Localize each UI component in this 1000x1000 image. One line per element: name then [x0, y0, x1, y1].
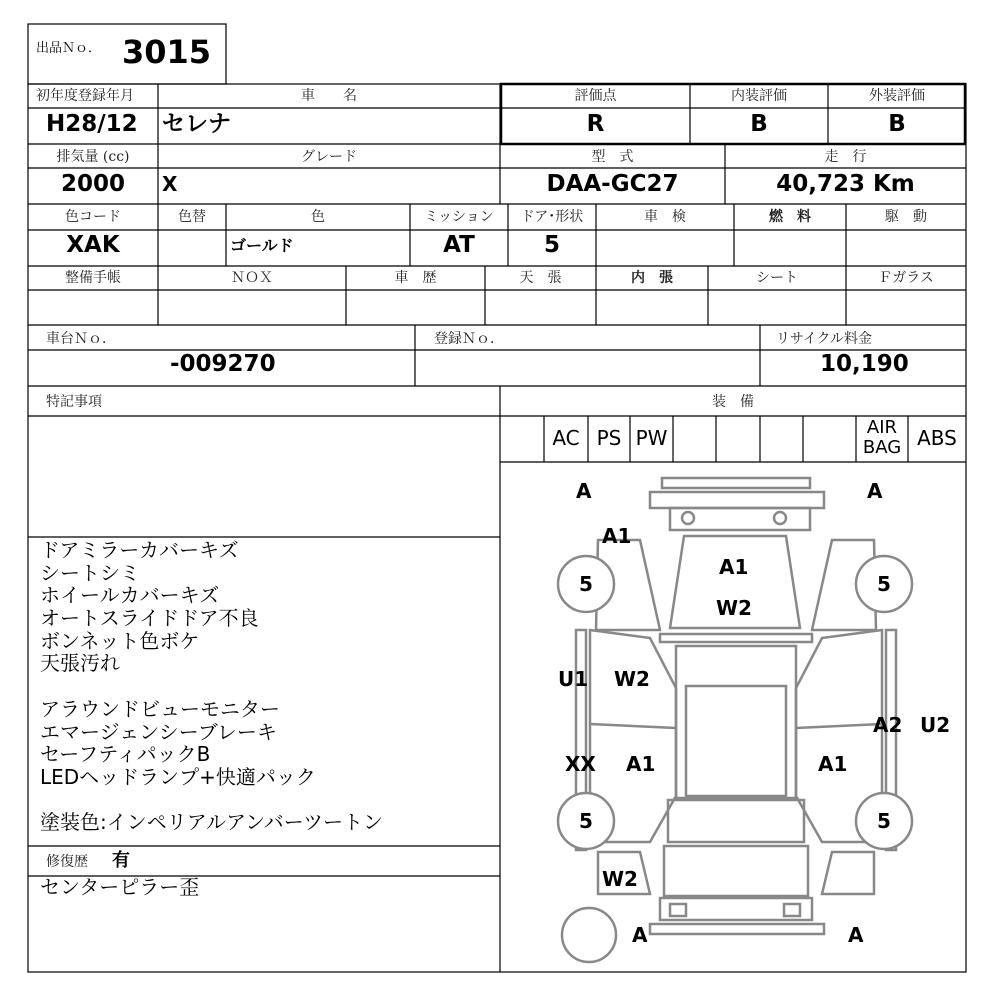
car-name-value: セレナ [162, 111, 231, 137]
mileage-value: 40,723 Km [776, 171, 915, 197]
mark-right-side-1: A2 [873, 713, 903, 737]
mark-front-left-tire: 5 [579, 572, 593, 596]
transmission-value: AT [443, 232, 475, 258]
equipment-label: 装 備 [712, 394, 754, 410]
lot-number-value: 3015 [122, 33, 212, 71]
mark-hood-left: A1 [602, 524, 632, 548]
mark-left-rear-2: A1 [626, 752, 656, 776]
roof-label: 天 張 [519, 270, 562, 286]
mark-front-right-corner: A [867, 479, 883, 503]
chassis-number-label: 車台Ｎｏ． [46, 331, 116, 347]
mark-right-side-2: U2 [920, 713, 951, 737]
mark-left-rear-1: XX [565, 752, 596, 776]
repair-detail: センターピラー歪 [40, 875, 200, 899]
maintenance-book-label: 整備手帳 [65, 270, 121, 286]
mark-rear-left-tire: 5 [579, 809, 593, 833]
note-line [40, 789, 495, 812]
grade-value: X [162, 172, 178, 196]
note-line: 天張汚れ [40, 651, 120, 676]
equipment-abs: ABS [917, 426, 957, 450]
score-value: R [586, 111, 605, 137]
note-line: ホイールカバーキズ [40, 583, 220, 608]
score-label: 評価点 [574, 88, 617, 104]
note-line: アラウンドビューモニター [40, 696, 280, 721]
repair-history-label: 修復歴 [46, 854, 88, 870]
first-registration-label: 初年度登録年月 [36, 88, 134, 104]
exterior-grade-label: 外装評価 [869, 88, 925, 104]
note-line: ボンネット色ボケ [40, 628, 200, 653]
grade-label: グレード [301, 149, 357, 165]
mark-rear-right-corner: A [848, 923, 864, 947]
mark-rear-glass: W2 [602, 867, 638, 891]
repaint-label: 色替 [178, 209, 206, 225]
notes-label: 特記事項 [46, 394, 102, 410]
vehicle-history-label: 車 歴 [394, 270, 437, 286]
note-line: 塗装色:インペリアルアンバーツートン [40, 810, 383, 835]
note-line: セーフティパックB [40, 742, 211, 767]
mark-windshield-1: A1 [719, 555, 749, 579]
mark-rear-left-corner: A [632, 923, 648, 947]
note-line: LEDヘッドランプ+快適パック [40, 764, 316, 789]
transmission-label: ミッション [424, 209, 494, 225]
note-line: エマージェンシーブレーキ [40, 719, 277, 744]
model-code-value: DAA-GC27 [546, 171, 679, 197]
equipment-ps: PS [596, 426, 622, 450]
displacement-value: 2000 [60, 171, 125, 197]
note-line: シートシミ [40, 560, 140, 585]
door-shape-value: 5 [544, 232, 561, 258]
roof [676, 646, 796, 798]
note-line: オートスライドドア不良 [40, 606, 259, 631]
color-label: 色 [311, 209, 325, 225]
note-line [40, 675, 495, 698]
note-line: ドアミラーカバーキズ [40, 538, 239, 562]
equipment-airbag: AIR BAG [862, 417, 902, 458]
color-value: ゴールド [230, 236, 294, 255]
mark-rear-right-tire: 5 [877, 809, 891, 833]
equipment-ac: AC [552, 426, 580, 450]
mark-front-left-corner: A [576, 479, 592, 503]
front-bumper [662, 478, 810, 488]
spare-tire [562, 908, 616, 962]
registration-number-label: 登録Ｎｏ． [434, 331, 504, 347]
recycle-fee-value: 10,190 [820, 351, 909, 377]
drive-label: 駆 動 [885, 209, 927, 225]
mark-left-side-2: W2 [614, 667, 650, 691]
inspection-label: 車 検 [644, 209, 686, 225]
lot-number-label: 出品Ｎｏ． [36, 41, 102, 56]
door-shape-label: ドア･形状 [520, 209, 584, 225]
exterior-grade-value: B [888, 111, 906, 137]
fuel-label: 燃 料 [769, 209, 811, 225]
mark-right-rear: A1 [818, 752, 848, 776]
mark-front-right-tire: 5 [877, 572, 891, 596]
model-code-label: 型 式 [591, 149, 634, 165]
interior-grade-value: B [750, 111, 768, 137]
interior-trim-label: 内 張 [631, 270, 673, 286]
front-glass-label: Ｆガラス [878, 270, 934, 286]
displacement-label: 排気量 (cc) [56, 149, 130, 165]
equipment-pw: PW [635, 426, 668, 450]
notes-list [40, 539, 495, 834]
car-name-label: 車 名 [301, 88, 357, 104]
interior-grade-label: 内装評価 [731, 88, 787, 104]
first-registration-value: H28/12 [46, 111, 138, 137]
nox-label: ＮＯＸ [231, 270, 273, 286]
mark-windshield-2: W2 [716, 596, 752, 620]
color-code-label: 色コード [65, 209, 121, 225]
chassis-number-value: -009270 [170, 351, 276, 377]
repair-history-value: 有 [112, 850, 130, 871]
mark-left-side-1: U1 [558, 667, 589, 691]
color-code-value: XAK [66, 232, 120, 258]
seat-label: シート [756, 270, 798, 286]
mileage-label: 走 行 [824, 149, 867, 165]
recycle-fee-label: リサイクル料金 [776, 331, 873, 347]
